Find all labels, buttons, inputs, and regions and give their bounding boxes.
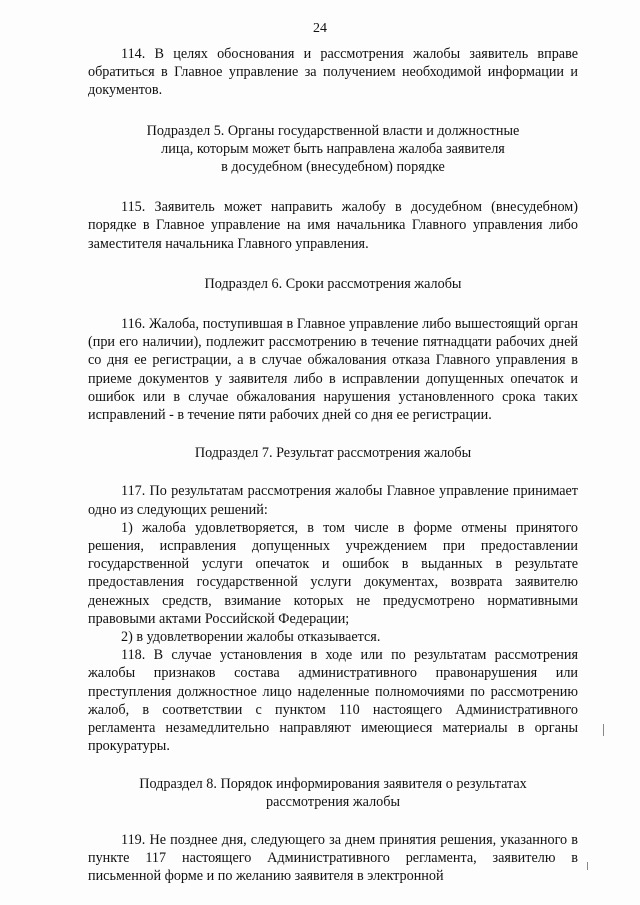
subsection-6-heading <box>88 275 578 293</box>
paragraph-115: 115. Заявитель может направить жалобу в досудебном (внесудебном) порядке в Главное управление на имя начальника Главного управления либо заместителя начальника Главного управления. <box>88 199 578 252</box>
paragraph-117-item-2: 2) в удовлетворении жалобы отказывается. <box>121 629 381 646</box>
spacer <box>88 424 578 444</box>
spacer <box>88 176 578 198</box>
heading-line: Подраздел 8. Порядок информирования заявителя о результатах <box>139 775 527 792</box>
spacer <box>88 293 578 315</box>
paragraph-119: 119. Не позднее дня, следующего за днем принятия решения, указанного в пункте 117 настоящего Административного регламента, заявителю в письменной форме и по желанию заявителя в электронной <box>88 831 578 885</box>
heading-line: в досудебном (внесудебном) порядке <box>221 159 445 176</box>
spacer <box>88 462 578 482</box>
subsection-7-heading <box>88 444 578 462</box>
subsection-8-heading <box>88 775 578 811</box>
heading-line: Подраздел 6. Сроки рассмотрения жалобы <box>204 275 462 292</box>
paragraph-116: 116. Жалоба, поступившая в Главное управление либо вышестоящий орган (при его наличии), подлежит рассмотрению в течение пятнадцати рабочих дней со дня ее регистрации, а в случае обжалования отказа Главного управления в приеме документов у заявителя либо в исправлении допущенных опечаток и ошибок или в случае обжалования нарушения установленного срока таких исправлений - в течение пяти рабочих дней со дня ее регистрации. <box>88 316 578 424</box>
subsection-5-heading <box>88 122 578 177</box>
document-body <box>88 45 578 886</box>
spacer <box>88 253 578 275</box>
heading-line: лица, которым может быть направлена жалоба заявителя <box>161 140 505 157</box>
spacer <box>88 756 578 775</box>
paragraph-117-item-1: 1) жалоба удовлетворяется, в том числе в форме отмены принятого решения, исправления допущенных учреждением при предоставлении государственной услуги опечаток и ошибок в выданных в результате предоставления государственной услуги документах, возврата заявителю денежных средств, взимание которых не предусмотрено нормативными правовыми актами Российской Федерации; <box>88 519 578 627</box>
heading-line: рассмотрения жалобы <box>265 793 401 810</box>
paragraph-114: 114. В целях обоснования и рассмотрения жалобы заявитель вправе обратиться в Главное управление за получением необходимой информации и документов. <box>88 46 578 99</box>
page-number: 24 <box>313 21 327 36</box>
paragraph-118: 118. В случае установления в ходе или по результатам рассмотрения жалобы признаков состава административного правонарушения или преступления должностное лицо наделенные полномочиями по рассмотрению жалоб, в соответствии с пунктом 110 настоящего Административного регламента незамедлительно направляют имеющиеся материалы в органы прокуратуры. <box>88 647 578 755</box>
heading-line: Подраздел 5. Органы государственной власти и должностные <box>146 122 520 139</box>
scan-mark <box>587 862 588 870</box>
spacer <box>88 100 578 122</box>
heading-line: Подраздел 7. Результат рассмотрения жалобы <box>194 445 472 462</box>
spacer <box>88 811 578 831</box>
paragraph-117: 117. По результатам рассмотрения жалобы Главное управление принимает одно из следующих решений: <box>88 483 578 518</box>
scan-mark <box>603 724 604 736</box>
